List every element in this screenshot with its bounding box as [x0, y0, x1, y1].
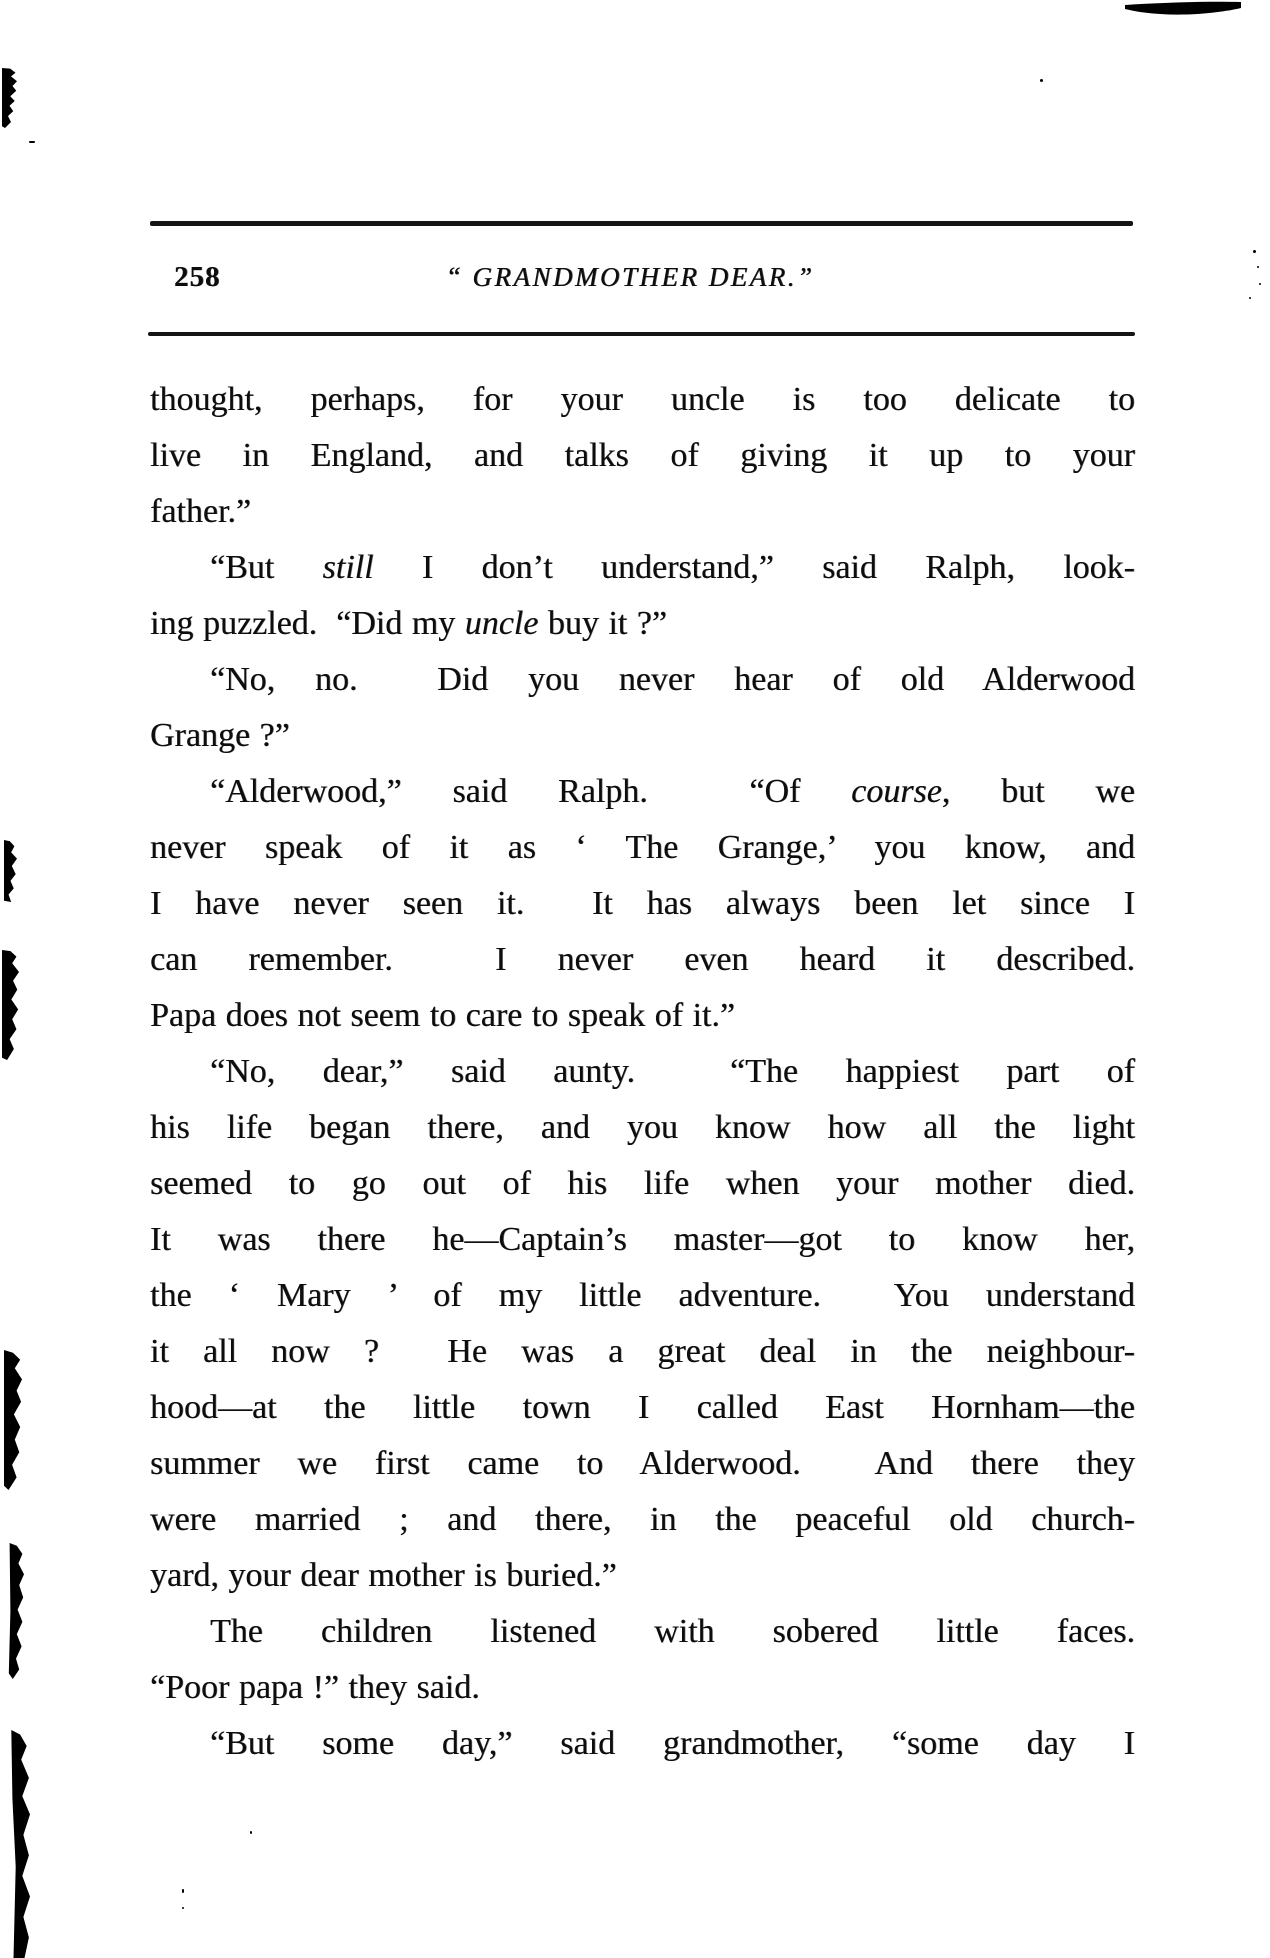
- text-line: summer we first came to Alderwood. And there they: [150, 1445, 1135, 1482]
- text-line: It was there he—Captain’s master—got to know her,: [150, 1221, 1135, 1258]
- ink-smudge: [8, 1543, 24, 1679]
- ink-smudge: [2, 68, 17, 128]
- scan-corner-mark: [1125, 1, 1241, 19]
- text-line: can remember. I never even heard it described.: [150, 941, 1135, 978]
- ink-smudge: [8, 1730, 30, 1958]
- scan-speck: [182, 1889, 184, 1893]
- scan-speck: [182, 1907, 184, 1909]
- text-line: his life began there, and you know how all the light: [150, 1109, 1135, 1146]
- text-line: “Poor papa !” they said.: [150, 1669, 480, 1706]
- scan-speck: [1040, 79, 1043, 82]
- text-line: father.”: [150, 493, 251, 530]
- scan-speck: [1257, 266, 1259, 268]
- text-line: I have never seen it. It has always been let since I: [150, 885, 1135, 922]
- text-line: “Alderwood,” said Ralph. “Of course, but we: [210, 773, 1135, 810]
- page-number: 258: [174, 261, 221, 293]
- text-line: “But still I don’t understand,” said Ralph, look-: [210, 549, 1135, 586]
- text-line: it all now ? He was a great deal in the neighbour-: [150, 1333, 1135, 1370]
- running-title: “ GRANDMOTHER DEAR.”: [445, 262, 815, 292]
- scan-speck: [1249, 297, 1251, 299]
- running-head: [150, 256, 1135, 298]
- text-line: ing puzzled. “Did my uncle buy it ?”: [150, 605, 667, 642]
- text-line: Grange ?”: [150, 717, 290, 754]
- header-top-rule: [150, 221, 1133, 226]
- scan-speck: [250, 1831, 252, 1834]
- text-line: “No, dear,” said aunty. “The happiest part of: [210, 1053, 1135, 1090]
- ink-smudge: [4, 1350, 22, 1490]
- ink-smudge: [4, 840, 17, 902]
- text-line: hood—at the little town I called East Hornham—the: [150, 1389, 1135, 1426]
- text-line: “But some day,” said grandmother, “some day I: [210, 1725, 1135, 1762]
- text-line: seemed to go out of his life when your mother died.: [150, 1165, 1135, 1202]
- text-line: live in England, and talks of giving it up to your: [150, 437, 1135, 474]
- text-line: the ‘ Mary ’ of my little adventure. You understand: [150, 1277, 1135, 1314]
- text-line: Papa does not seem to care to speak of it.”: [150, 997, 735, 1034]
- header-under-rule: [148, 332, 1135, 336]
- ink-smudge: [2, 950, 19, 1060]
- text-line: The children listened with sobered little faces.: [210, 1613, 1135, 1650]
- scan-speck: [1259, 283, 1261, 285]
- scan-speck: [29, 141, 35, 143]
- text-line: “No, no. Did you never hear of old Alderwood: [210, 661, 1135, 698]
- text-line: yard, your dear mother is buried.”: [150, 1557, 617, 1594]
- text-line: thought, perhaps, for your uncle is too delicate to: [150, 381, 1135, 418]
- scan-speck: [1253, 250, 1256, 253]
- body-text: [150, 372, 1135, 1772]
- text-line: never speak of it as ‘ The Grange,’ you know, and: [150, 829, 1135, 866]
- text-line: were married ; and there, in the peaceful old church-: [150, 1501, 1135, 1538]
